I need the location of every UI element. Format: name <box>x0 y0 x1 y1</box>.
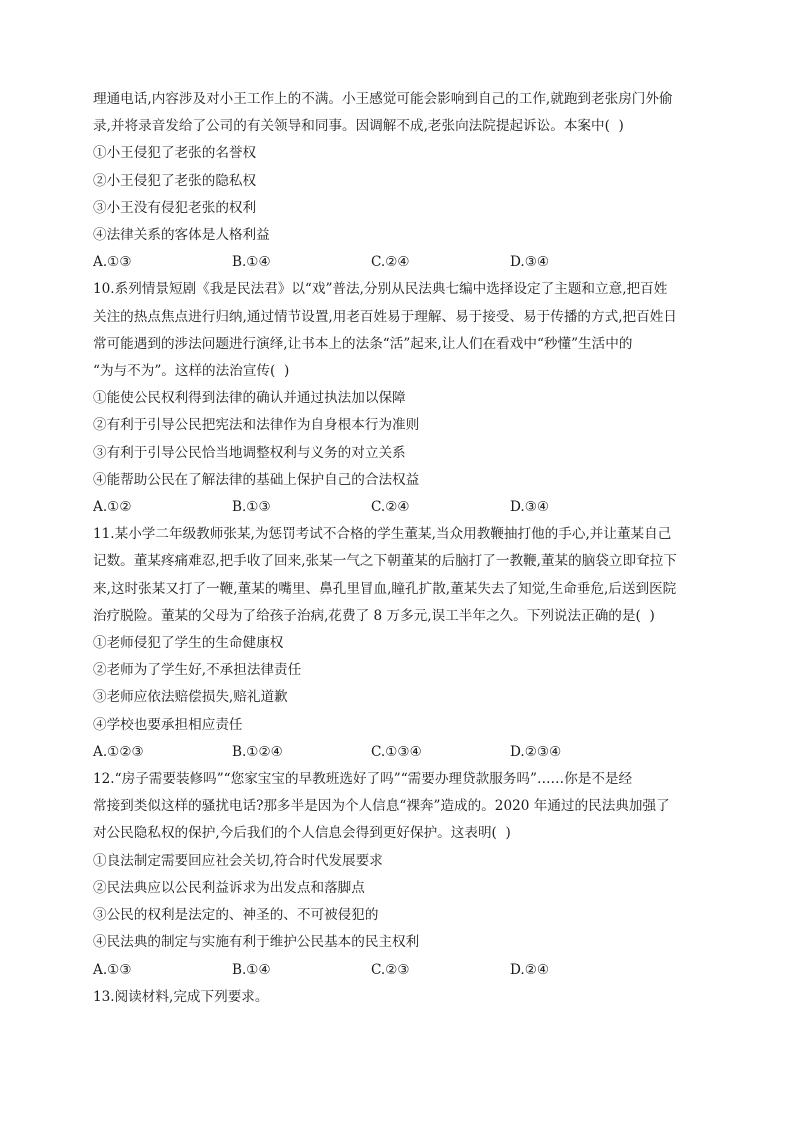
q12-option-d: D.②④ <box>510 961 550 978</box>
q10-option-b: B.①③ <box>232 499 271 516</box>
q11-item-3: ③老师应依法赔偿损失,赔礼道歉 <box>93 689 288 706</box>
q12-stem-line-2: 常接到类似这样的骚扰电话?那多半是因为个人信息“裸奔”造成的。2020 年通过的民法典加强了 <box>93 798 670 815</box>
q9-option-c: C.②④ <box>371 254 410 271</box>
q10-option-d: D.③④ <box>510 499 550 516</box>
question-9 <box>93 86 705 276</box>
q11-option-a: A.①②③ <box>93 743 144 760</box>
q10-option-c: C.②④ <box>371 499 410 516</box>
q9-option-a: A.①③ <box>93 254 132 271</box>
q11-option-d: D.②③④ <box>510 743 562 760</box>
q10-options <box>93 494 705 521</box>
question-12 <box>93 766 705 984</box>
q10-stem-line-1: 10.系列情景短剧《我是民法君》以“戏”普法,分别从民法典七编中选择设定了主题和立意,把百姓 <box>93 281 668 298</box>
q9-options <box>93 249 705 276</box>
q12-option-c: C.②③ <box>371 961 410 978</box>
q11-stem-line-1: 11.某小学二年级教师张某,为惩罚考试不合格的学生董某,当众用教鞭抽打他的手心,并让董某自己 <box>93 526 672 543</box>
q12-stem-line-1: 12.“房子需要装修吗”“您家宝宝的早教班选好了吗”“需要办理贷款服务吗”……你是不是经 <box>93 771 633 788</box>
q10-stem-line-2: 关注的热点焦点进行归纳,通过情节设置,用老百姓易于理解、易于接受、易于传播的方式,把百姓日 <box>93 308 677 325</box>
q11-stem-line-3: 来,这时张某又打了一鞭,董某的嘴里、鼻孔里冒血,瞳孔扩散,董某失去了知觉,生命垂危,后送到医院 <box>93 580 677 597</box>
q12-item-2: ②民法典应以公民利益诉求为出发点和落脚点 <box>93 879 365 896</box>
q12-stem-line-3: 对公民隐私权的保护,今后我们的个人信息会得到更好保护。这表明( ) <box>93 825 511 842</box>
q9-item-2: ②小王侵犯了老张的隐私权 <box>93 172 257 189</box>
q9-option-b: B.①④ <box>232 254 271 271</box>
q12-item-3: ③公民的权利是法定的、神圣的、不可被侵犯的 <box>93 907 379 924</box>
q12-options <box>93 957 705 984</box>
q11-option-b: B.①②④ <box>232 743 283 760</box>
q11-options <box>93 739 705 766</box>
q12-option-a: A.①③ <box>93 961 132 978</box>
q13-stem-line-1: 13.阅读材料,完成下列要求。 <box>93 988 269 1005</box>
q11-item-1: ①老师侵犯了学生的生命健康权 <box>93 635 284 652</box>
q11-stem-line-4: 治疗脱险。董某的父母为了给孩子治病,花费了 8 万多元,误工半年之久。下列说法正确的是( ) <box>93 607 655 624</box>
q11-option-c: C.①③④ <box>371 743 422 760</box>
q9-item-3: ③小王没有侵犯老张的权利 <box>93 199 257 216</box>
q12-item-1: ①良法制定需要回应社会关切,符合时代发展要求 <box>93 852 383 869</box>
q11-item-4: ④学校也要承担相应责任 <box>93 716 243 733</box>
q9-item-1: ①小王侵犯了老张的名誉权 <box>93 145 257 162</box>
q12-option-b: B.①④ <box>232 961 271 978</box>
q11-stem-line-2: 记数。董某疼痛难忍,把手收了回来,张某一气之下朝董某的后脑打了一教鞭,董某的脑袋立即耷拉下 <box>93 553 677 570</box>
question-10 <box>93 276 705 521</box>
q12-item-4: ④民法典的制定与实施有利于维护公民基本的民主权利 <box>93 934 420 951</box>
page-content <box>93 86 705 1011</box>
q11-item-2: ②老师为了学生好,不承担法律责任 <box>93 662 302 679</box>
q10-item-2: ②有利于引导公民把宪法和法律作为自身根本行为准则 <box>93 417 420 434</box>
q10-option-a: A.①② <box>93 499 132 516</box>
q9-item-4: ④法律关系的客体是人格利益 <box>93 227 270 244</box>
q9-stem-line-1: 理通电话,内容涉及对小王工作上的不满。小王感觉可能会影响到自己的工作,就跑到老张房门外偷 <box>93 91 673 107</box>
q9-stem-line-2: 录,并将录音发给了公司的有关领导和同事。因调解不成,老张向法院提起诉讼。本案中( ) <box>93 118 624 135</box>
q10-item-3: ③有利于引导公民恰当地调整权利与义务的对立关系 <box>93 444 406 461</box>
question-11 <box>93 521 705 766</box>
q10-stem-line-3: 常可能遇到的涉法问题进行演绎,让书本上的法条“活”起来,让人们在看戏中“秒懂”生活中的 <box>93 335 633 352</box>
q10-stem-line-4: “为与不为”。这样的法治宣传( ) <box>93 363 290 380</box>
q9-option-d: D.③④ <box>510 254 550 271</box>
q10-item-4: ④能帮助公民在了解法律的基础上保护自己的合法权益 <box>93 471 420 488</box>
question-13 <box>93 984 705 1011</box>
q10-item-1: ①能使公民权利得到法律的确认并通过执法加以保障 <box>93 390 406 407</box>
